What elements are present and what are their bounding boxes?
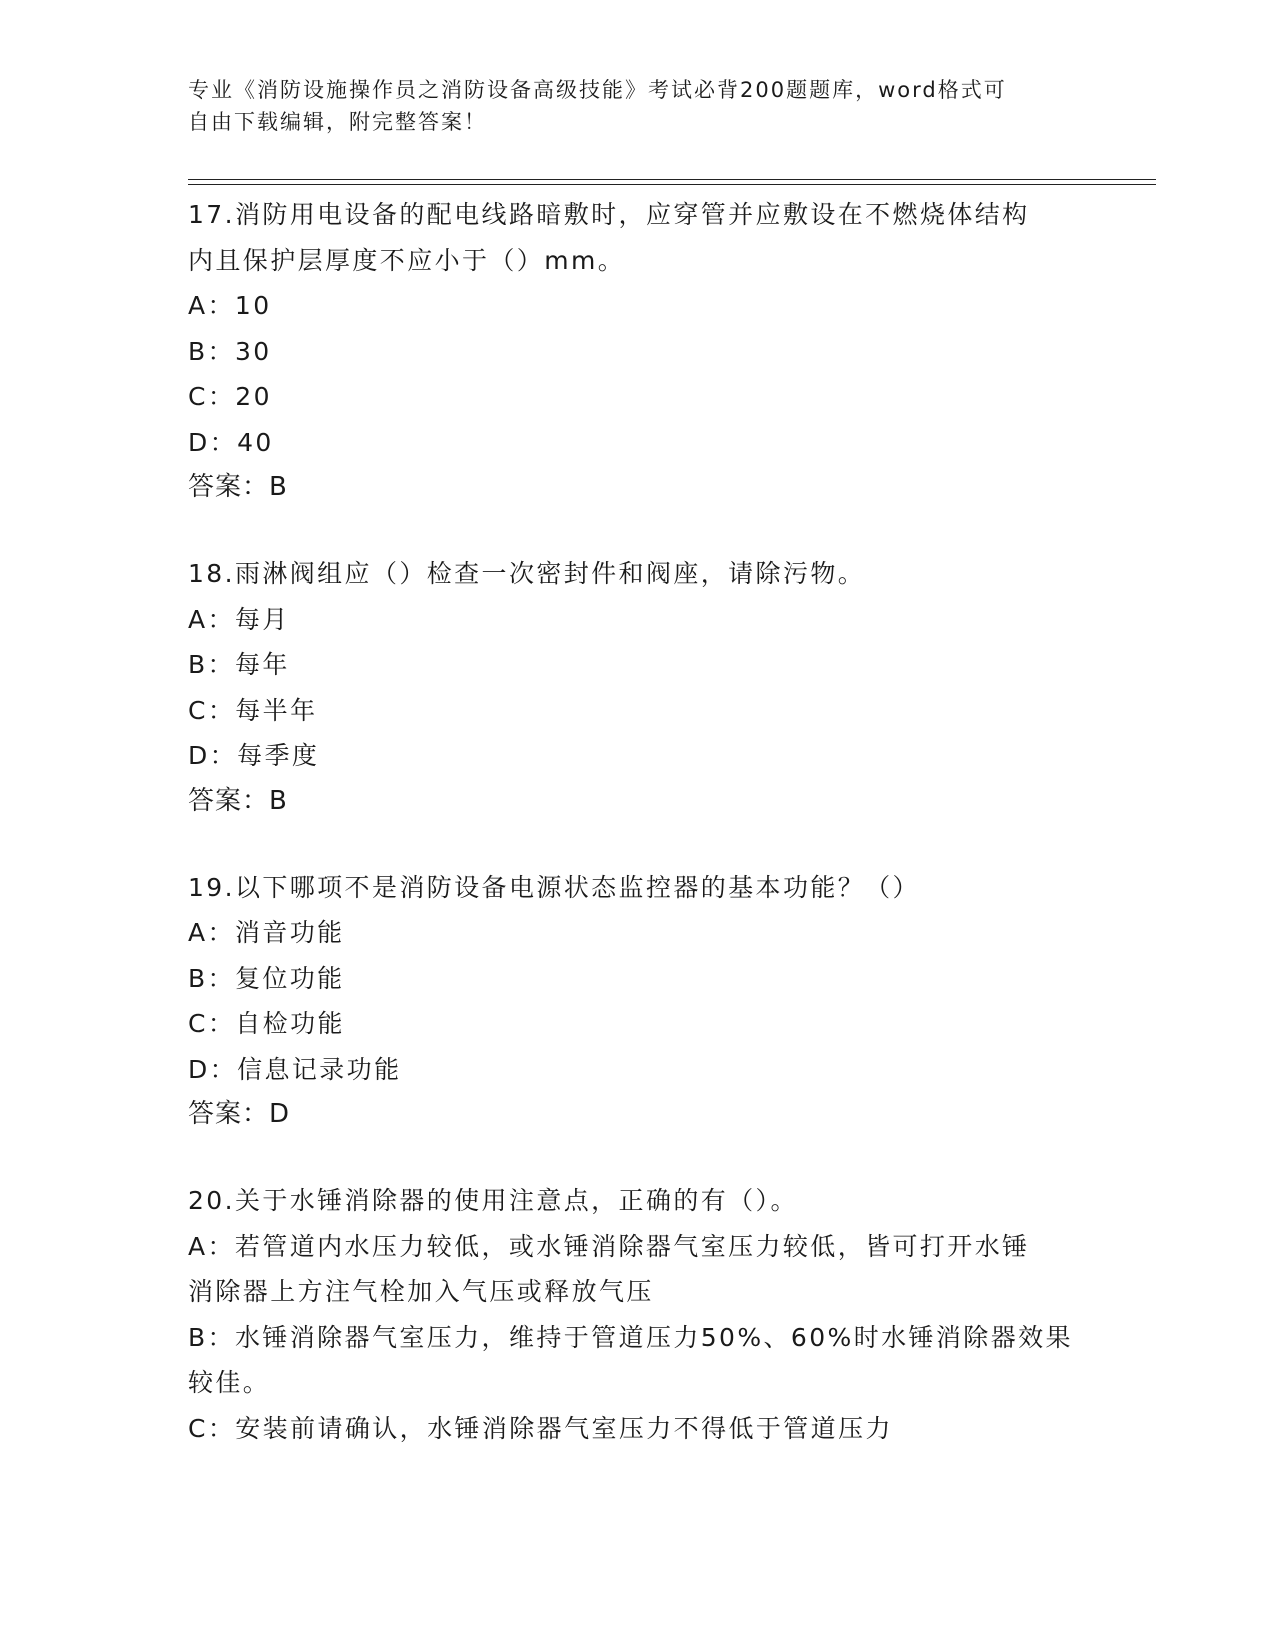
question-list xyxy=(188,192,1088,1492)
question-stem-continued: 内且保护层厚度不应小于（）mm。 xyxy=(188,245,626,275)
option-label: D： xyxy=(188,1054,238,1084)
question-stem: 20.关于水锤消除器的使用注意点，正确的有（）。 xyxy=(188,1186,798,1215)
option-label: A： xyxy=(188,1231,235,1261)
option-text: 复位功能 xyxy=(234,963,345,993)
option-label: B： xyxy=(188,963,235,993)
option-text: 信息记录功能 xyxy=(237,1054,402,1084)
option-a-continued: 消除器上方注气栓加入气压或释放气压 xyxy=(188,1277,654,1306)
option-label: A： xyxy=(188,604,235,634)
option-label: C： xyxy=(188,695,236,725)
option-label: D： xyxy=(188,741,238,770)
option-c xyxy=(188,1406,1088,1452)
option-label: C： xyxy=(188,1413,236,1443)
question-18 xyxy=(188,551,1088,824)
option-label: B： xyxy=(188,1322,235,1352)
option-text: 每月 xyxy=(234,604,290,634)
option-d xyxy=(188,1047,1088,1093)
option-text: 40 xyxy=(237,427,274,457)
header-line-2: 自由下载编辑，附完整答案！ xyxy=(188,110,487,134)
header-line-1: 专业《消防设施操作员之消防设备高级技能》考试必背200题题库，word格式可 xyxy=(188,78,1007,102)
option-c xyxy=(188,688,1088,734)
option-text: 30 xyxy=(234,336,272,366)
option-text: 安装前请确认，水锤消除器气室压力不得低于管道压力 xyxy=(235,1413,893,1443)
option-d xyxy=(188,420,1088,466)
option-text: 每季度 xyxy=(237,741,320,770)
option-label: B： xyxy=(188,650,235,679)
option-text: 自检功能 xyxy=(235,1009,345,1038)
option-c xyxy=(188,1001,1088,1047)
question-20 xyxy=(188,1178,1088,1451)
answer: 答案：B xyxy=(188,472,288,502)
question-stem: 19.以下哪项不是消防设备电源状态监控器的基本功能？（） xyxy=(188,872,920,902)
option-a xyxy=(188,597,1088,643)
question-stem: 18.雨淋阀组应（）检查一次密封件和阀座，请除污物。 xyxy=(188,559,866,588)
option-text: 消音功能 xyxy=(234,918,345,947)
option-b xyxy=(188,1315,1088,1361)
option-text: 水锤消除器气室压力，维持于管道压力50%、60%时水锤消除器效果 xyxy=(234,1322,1073,1352)
option-label: B： xyxy=(188,336,235,366)
option-label: A： xyxy=(188,918,235,947)
option-text: 每年 xyxy=(234,650,290,679)
header-divider-top xyxy=(188,179,1156,180)
document-header xyxy=(188,74,1088,138)
option-label: D： xyxy=(188,427,238,457)
option-b-continued: 较佳。 xyxy=(188,1368,271,1397)
option-label: C： xyxy=(188,382,236,411)
answer: 答案：B xyxy=(188,785,288,816)
question-stem: 17.消防用电设备的配电线路暗敷时，应穿管并应敷设在不燃烧体结构 xyxy=(188,200,1030,229)
option-label: C： xyxy=(188,1009,236,1038)
option-a xyxy=(188,1224,1088,1270)
option-text: 若管道内水压力较低，或水锤消除器气室压力较低，皆可打开水锤 xyxy=(234,1231,1030,1261)
question-19 xyxy=(188,865,1088,1138)
option-text: 10 xyxy=(234,291,272,320)
option-b xyxy=(188,329,1088,375)
option-label: A： xyxy=(188,291,235,320)
option-b xyxy=(188,956,1088,1002)
option-b xyxy=(188,642,1088,688)
answer: 答案：D xyxy=(188,1099,291,1129)
question-17 xyxy=(188,192,1088,510)
option-a xyxy=(188,283,1088,329)
option-c xyxy=(188,374,1088,420)
option-d xyxy=(188,733,1088,779)
header-divider-bottom xyxy=(188,184,1156,185)
option-text: 每半年 xyxy=(235,695,318,725)
option-a xyxy=(188,910,1088,956)
option-text: 20 xyxy=(235,382,272,411)
